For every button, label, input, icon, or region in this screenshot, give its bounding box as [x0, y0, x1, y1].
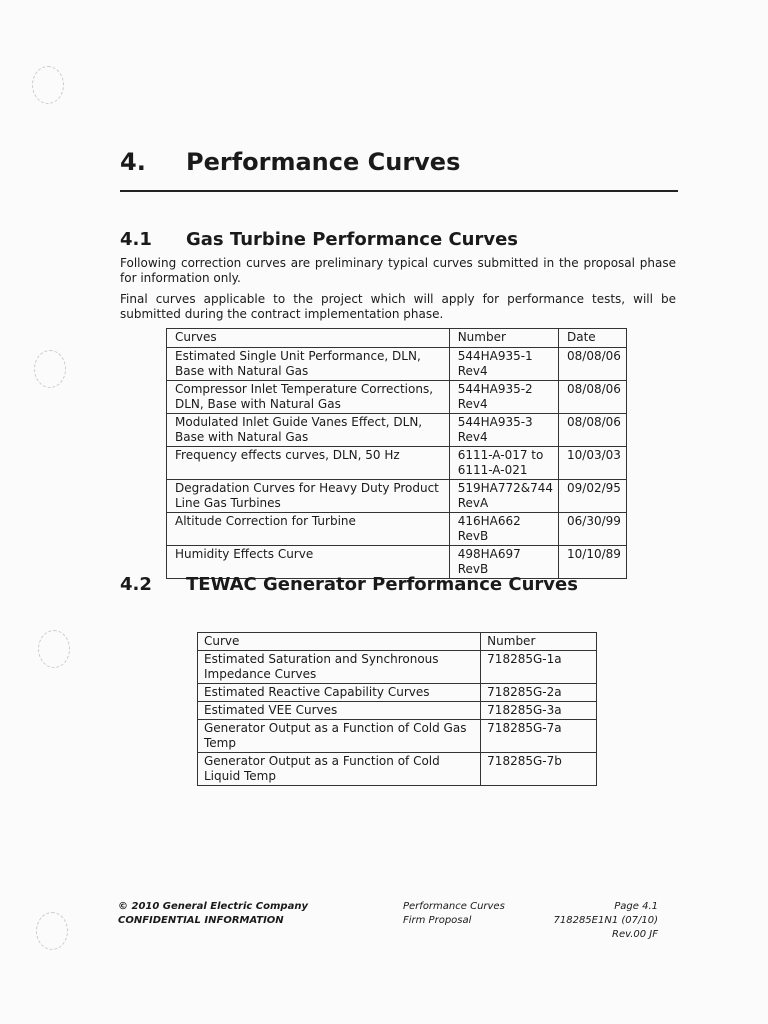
column-header-curves: Curves	[167, 329, 450, 348]
generator-curves-table	[197, 632, 597, 786]
curve-date: 10/03/03	[559, 447, 627, 480]
intro-paragraph: Following correction curves are preliminary typical curves submitted in the proposal phase for information only.	[120, 256, 676, 285]
curve-name: Compressor Inlet Temperature Corrections, DLN, Base with Natural Gas	[167, 381, 450, 414]
curve-name: Modulated Inlet Guide Vanes Effect, DLN, Base with Natural Gas	[167, 414, 450, 447]
footer-doc-id: 718285E1N1 (07/10) Rev.00 JF	[553, 915, 658, 940]
hole-punch-mark-lower	[38, 630, 70, 668]
curve-date: 08/08/06	[559, 381, 627, 414]
footer-confidential: CONFIDENTIAL INFORMATION	[118, 915, 284, 926]
column-header-number: Number	[449, 329, 558, 348]
curve-number: 544HA935-2 Rev4	[449, 381, 558, 414]
hole-punch-mark-top	[32, 66, 64, 104]
final-curves-paragraph: Final curves applicable to the project which will apply for performance tests, will be submitted during the contract implementation phase.	[120, 292, 676, 321]
curve-number: 718285G-2a	[481, 684, 597, 702]
footer-page-number: Page 4.1	[614, 901, 658, 912]
footer-doc-title: Performance Curves	[403, 901, 505, 912]
footer-copyright: © 2010 General Electric Company	[118, 901, 308, 912]
subsection-number-4-2: 4.2	[120, 574, 152, 595]
column-header-curve: Curve	[198, 633, 481, 651]
curve-number: 416HA662 RevB	[449, 513, 558, 546]
curve-number: 519HA772&744 RevA	[449, 480, 558, 513]
curve-date: 09/02/95	[559, 480, 627, 513]
table-row	[167, 414, 627, 447]
curve-number: 718285G-1a	[481, 651, 597, 684]
table-row	[198, 702, 597, 720]
section-divider	[120, 190, 678, 192]
curve-name: Estimated Single Unit Performance, DLN, Base with Natural Gas	[167, 348, 450, 381]
footer-right	[520, 900, 658, 942]
footer-middle	[403, 900, 505, 928]
curve-date: 08/08/06	[559, 414, 627, 447]
hole-punch-mark-bottom	[36, 912, 68, 950]
table-header-row	[167, 329, 627, 348]
curve-name: Degradation Curves for Heavy Duty Product Line Gas Turbines	[167, 480, 450, 513]
table-row	[167, 381, 627, 414]
hole-punch-mark-middle	[34, 350, 66, 388]
subsection-title-gas-turbine: Gas Turbine Performance Curves	[186, 229, 519, 250]
curve-number: 718285G-7a	[481, 720, 597, 753]
column-header-number: Number	[481, 633, 597, 651]
curve-name: Generator Output as a Function of Cold Gas Temp	[198, 720, 481, 753]
table-header-row	[198, 633, 597, 651]
curve-name: Estimated Saturation and Synchronous Impedance Curves	[198, 651, 481, 684]
curve-number: 718285G-3a	[481, 702, 597, 720]
curve-name: Frequency effects curves, DLN, 50 Hz	[167, 447, 450, 480]
curve-date: 06/30/99	[559, 513, 627, 546]
curve-date: 10/10/89	[559, 546, 627, 579]
table-row	[167, 447, 627, 480]
curve-number: 718285G-7b	[481, 753, 597, 786]
gas-turbine-curves-table	[166, 328, 627, 579]
table-row	[198, 684, 597, 702]
footer-left	[118, 900, 308, 928]
table-row	[198, 720, 597, 753]
curve-number: 498HA697 RevB	[449, 546, 558, 579]
curve-name: Generator Output as a Function of Cold Liquid Temp	[198, 753, 481, 786]
table-row	[167, 513, 627, 546]
table-row	[198, 651, 597, 684]
curve-number: 544HA935-3 Rev4	[449, 414, 558, 447]
curve-number: 544HA935-1 Rev4	[449, 348, 558, 381]
table-row	[167, 348, 627, 381]
curve-name: Estimated VEE Curves	[198, 702, 481, 720]
table-row	[198, 753, 597, 786]
footer-proposal: Firm Proposal	[403, 915, 472, 926]
section-title: Performance Curves	[186, 148, 461, 176]
curve-number: 6111-A-017 to 6111-A-021	[449, 447, 558, 480]
section-number: 4.	[120, 148, 146, 176]
table-row	[167, 480, 627, 513]
subsection-number-4-1: 4.1	[120, 229, 152, 250]
curve-name: Altitude Correction for Turbine	[167, 513, 450, 546]
column-header-date: Date	[559, 329, 627, 348]
curve-name: Estimated Reactive Capability Curves	[198, 684, 481, 702]
subsection-title-tewac-generator: TEWAC Generator Performance Curves	[186, 574, 578, 595]
curve-date: 08/08/06	[559, 348, 627, 381]
curve-name: Humidity Effects Curve	[167, 546, 450, 579]
